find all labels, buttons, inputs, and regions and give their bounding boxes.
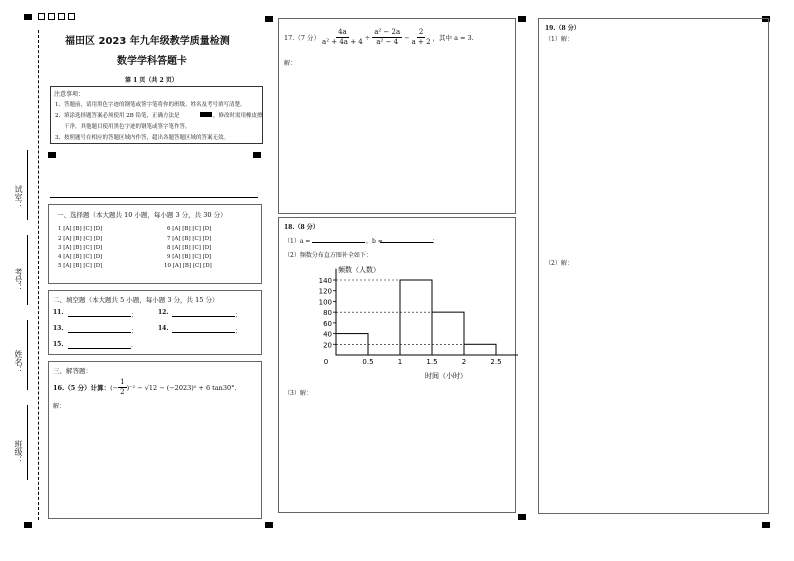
choice-row[interactable]: 1 [A] [B] [C] [D] xyxy=(58,226,103,232)
alignment-mark xyxy=(265,522,273,528)
side-label-name: 姓名： xyxy=(14,350,23,374)
side-label-class: 班级： xyxy=(14,440,23,464)
side-label-number: 考号： xyxy=(14,268,23,292)
q12-label: 12. xyxy=(158,309,169,316)
barcode-line xyxy=(50,197,258,198)
x-tick-label: 2.5 xyxy=(490,358,502,366)
choice-row[interactable]: 6 [A] [B] [C] [D] xyxy=(167,226,212,232)
alignment-mark xyxy=(518,16,526,22)
choice-row[interactable]: 2 [A] [B] [C] [D] xyxy=(58,236,103,242)
q13-sep: ； xyxy=(131,328,138,335)
y-tick-label: 120 xyxy=(318,287,332,296)
y-tick-label: 140 xyxy=(318,277,332,285)
y-tick-label: 60 xyxy=(323,319,332,328)
alignment-mark xyxy=(48,152,56,158)
q18-label: 18.（8 分） xyxy=(284,224,319,231)
tick-square xyxy=(58,13,65,20)
q14-label: 14. xyxy=(158,325,169,332)
y-tick-label: 40 xyxy=(323,330,332,339)
note-2: 2、填涂选择题答案必须使用 2B 铅笔，正确方法是 xyxy=(55,113,180,119)
side-line xyxy=(27,150,28,220)
histogram-xlabel: 时间（小时） xyxy=(425,372,467,380)
q11-label: 11. xyxy=(53,309,64,316)
q18-part1-prefix: （1）a = xyxy=(284,238,311,245)
x-tick-label: 2 xyxy=(461,358,467,366)
tick-square xyxy=(38,13,45,20)
q11-sep: ； xyxy=(131,312,138,319)
q17-frac2-den: a² − 4 xyxy=(376,38,399,46)
y-tick-label: 20 xyxy=(323,341,332,350)
alignment-mark xyxy=(253,152,261,158)
choice-row[interactable]: 9 [A] [B] [C] [D] xyxy=(167,254,212,260)
q17-frac3-num: 2 xyxy=(418,28,424,36)
q17-frac1-den: a² + 4a + 4 xyxy=(322,38,363,46)
page-info: 第 1 页（共 2 页） xyxy=(125,77,178,84)
q17 xyxy=(284,28,474,47)
q16-prefix: 16.（5 分）计算： xyxy=(53,384,111,392)
q19-part1: （1）解： xyxy=(545,36,573,43)
q17-frac1-num: 4a xyxy=(338,28,347,36)
histogram-ylabel: 频数（人数） xyxy=(338,266,380,274)
choice-row[interactable]: 3 [A] [B] [C] [D] xyxy=(58,245,103,251)
tick-square xyxy=(48,13,55,20)
side-line xyxy=(27,405,28,480)
notes-heading: 注意事项： xyxy=(54,91,85,98)
q16-answer-label: 解： xyxy=(53,403,66,410)
q18-a-blank[interactable] xyxy=(312,242,365,243)
note-1: 1、答题前，请用黑色字迹的钢笔或签字笔将你的班级、姓名及考号填写清楚。 xyxy=(55,102,246,108)
note-3: 3、按照题号在相应的答题区域内作答，超出各题答题区域的答案无效。 xyxy=(55,135,230,141)
exam-title: 福田区 2023 年九年级教学质量检测 xyxy=(65,36,230,47)
histogram-bar xyxy=(400,280,432,355)
q12-sep: ； xyxy=(235,312,242,319)
y-tick-label: 80 xyxy=(323,309,332,318)
q13-blank[interactable] xyxy=(68,332,131,333)
q16-fraction xyxy=(118,378,126,397)
x-tick-label: 1.5 xyxy=(426,358,438,366)
x-tick-label: 1 xyxy=(397,358,403,366)
q18-part2: （2）频数分布直方图补全如下： xyxy=(284,252,372,259)
choice-row[interactable]: 5 [A] [B] [C] [D] xyxy=(58,263,103,269)
q15-blank[interactable] xyxy=(68,348,131,349)
choice-row[interactable]: 10 [A] [B] [C] [D] xyxy=(164,263,212,269)
tick-square xyxy=(68,13,75,20)
side-line xyxy=(27,320,28,390)
note-2c: 干净，其他题目使用黑色字迹的钢笔或签字笔作答。 xyxy=(64,124,191,130)
q16-frac-num: 1 xyxy=(120,378,125,386)
q17-frac3 xyxy=(412,28,431,47)
q18-part1-end: ； xyxy=(432,238,439,245)
alignment-mark xyxy=(762,522,770,528)
x-tick-label: 0.5 xyxy=(362,358,374,366)
choice-row[interactable]: 4 [A] [B] [C] [D] xyxy=(58,254,103,260)
q17-frac2-num: a² − 2a xyxy=(374,28,401,36)
q19-part2: （2）解： xyxy=(545,260,573,267)
q18-part3: （3）解： xyxy=(284,390,312,397)
choice-row[interactable]: 8 [A] [B] [C] [D] xyxy=(167,245,212,251)
binding-line xyxy=(38,30,39,520)
q15-label: 15. xyxy=(53,341,64,348)
q18-b-blank[interactable] xyxy=(380,242,433,243)
q15-end: . xyxy=(131,342,133,349)
q16-frac-den: 2 xyxy=(120,388,125,396)
q16 xyxy=(53,378,236,397)
alignment-mark xyxy=(265,16,273,22)
histogram-bar xyxy=(432,312,464,355)
q14-sep: ； xyxy=(235,328,242,335)
corner-mark-tl xyxy=(24,14,32,20)
q16-end: . xyxy=(234,383,237,392)
q18-part1-mid: ，b = xyxy=(366,238,383,245)
q17-div: ÷ xyxy=(364,33,371,42)
q13-label: 13. xyxy=(53,325,64,332)
q17-box xyxy=(278,18,516,214)
side-line xyxy=(27,235,28,305)
x-tick-label: 0 xyxy=(323,358,329,366)
q17-frac3-den: a + 2 xyxy=(411,38,431,46)
q17-frac1 xyxy=(322,28,363,47)
q17-frac2 xyxy=(372,28,402,47)
q17-answer-label: 解： xyxy=(284,60,297,67)
alignment-mark xyxy=(518,514,526,520)
q16-expression: )⁻² − √12 − (−2023)⁰ + 6 tan30° xyxy=(126,383,235,392)
q17-tail: ，其中 a = 3. xyxy=(432,34,474,42)
side-label-room: 试室： xyxy=(14,185,23,209)
section-fill-title: 二、填空题（本大题共 5 小题，每小题 3 分，共 15 分） xyxy=(53,296,219,304)
section-choice-title: 一、选择题（本大题共 10 小题，每小题 3 分，共 30 分） xyxy=(57,211,227,219)
q17-label: 17.（7 分） xyxy=(284,34,321,42)
q12-blank[interactable] xyxy=(172,316,235,317)
q16-open: (− xyxy=(110,383,119,392)
q17-minus: − xyxy=(404,33,410,42)
sheet-title: 数学学科答题卡 xyxy=(117,56,187,67)
q14-blank[interactable] xyxy=(172,332,235,333)
alignment-mark xyxy=(24,522,32,528)
q19-label: 19.（8 分） xyxy=(545,25,580,32)
y-tick-label: 100 xyxy=(318,298,332,307)
note-2b: ，修改时需用橡皮擦 xyxy=(213,113,263,119)
histogram xyxy=(300,260,502,385)
q11-blank[interactable] xyxy=(68,316,131,317)
fill-example xyxy=(200,112,212,117)
choice-row[interactable]: 7 [A] [B] [C] [D] xyxy=(167,236,212,242)
section-solve-title: 三、解答题： xyxy=(53,367,92,375)
